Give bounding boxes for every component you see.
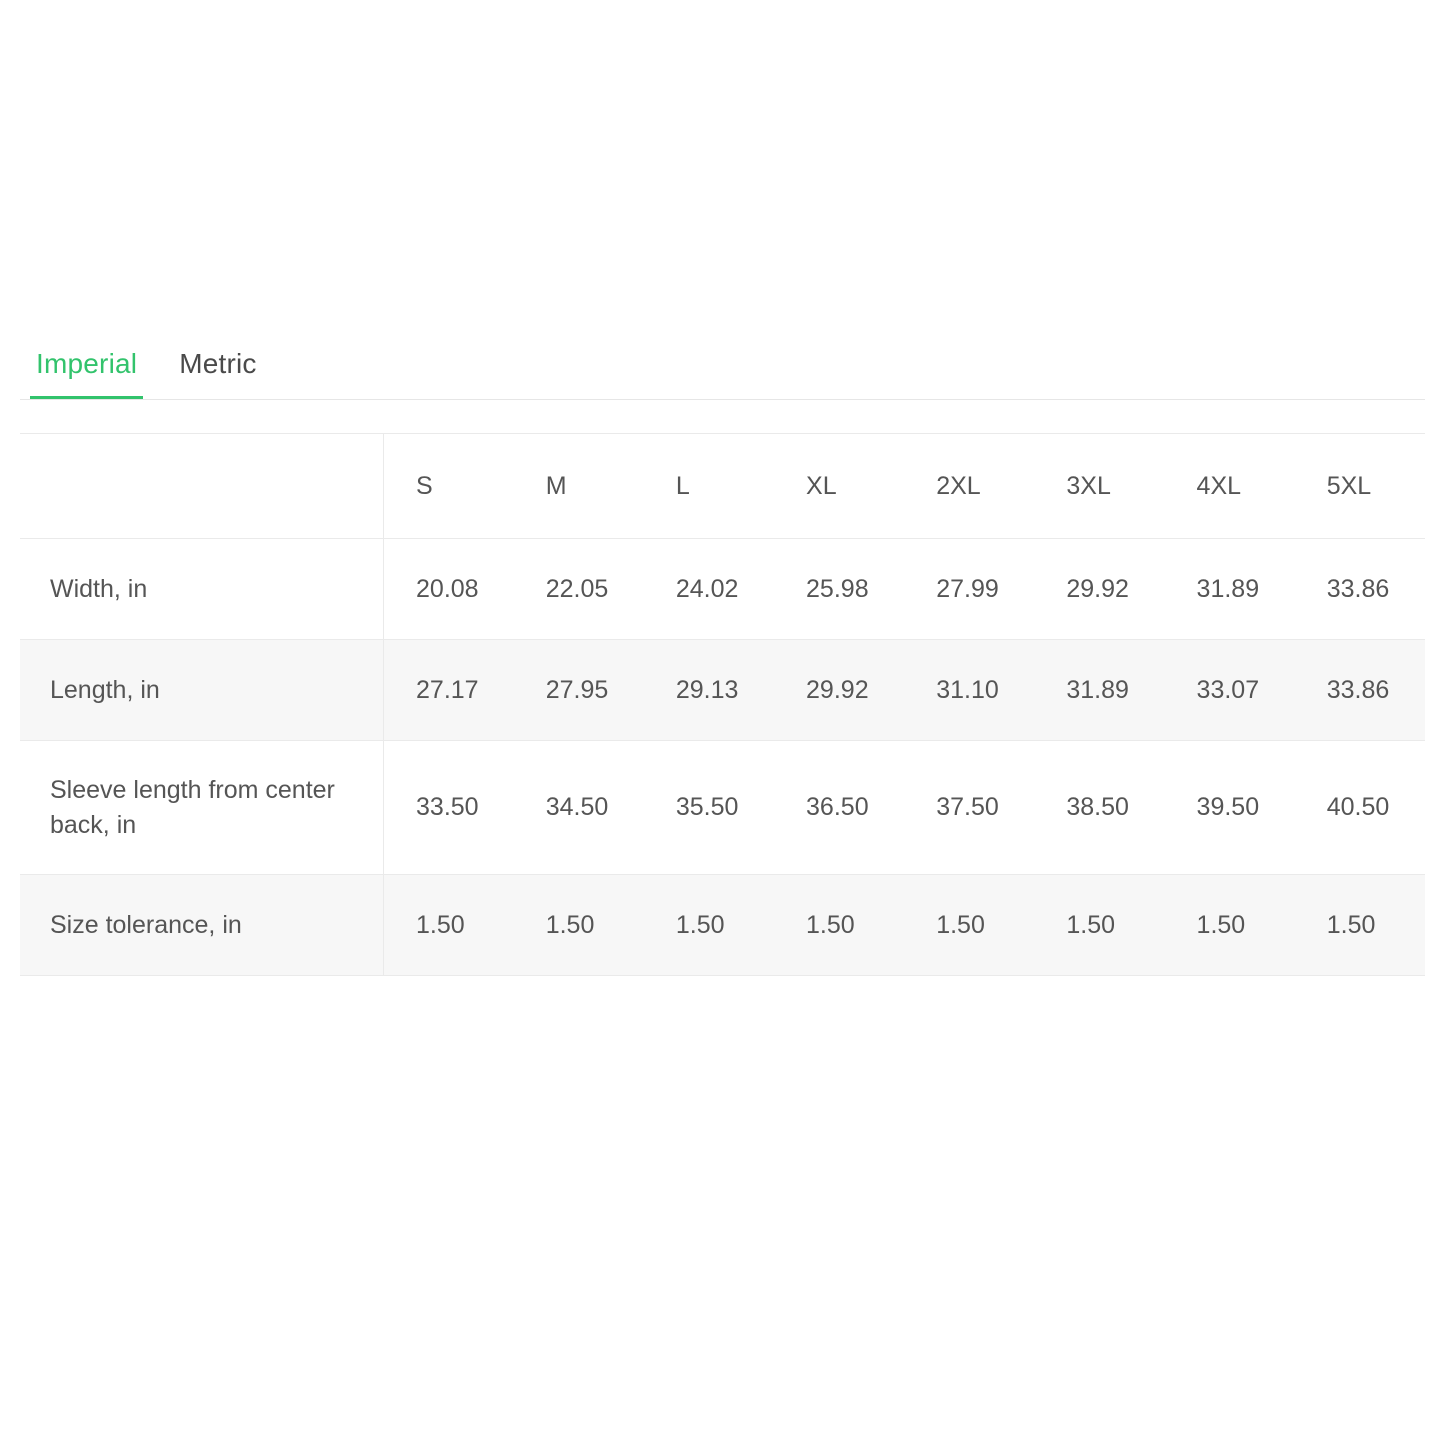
cell-width-m: 22.05 bbox=[514, 539, 644, 640]
size-guide-panel bbox=[20, 350, 1425, 976]
cell-length-m: 27.95 bbox=[514, 640, 644, 741]
column-header-xl: XL bbox=[774, 434, 904, 539]
cell-width-4xl: 31.89 bbox=[1165, 539, 1295, 640]
cell-width-xl: 25.98 bbox=[774, 539, 904, 640]
cell-width-3xl: 29.92 bbox=[1034, 539, 1164, 640]
unit-tabs bbox=[20, 350, 1425, 400]
header-row bbox=[20, 434, 1425, 539]
column-header-5xl: 5XL bbox=[1295, 434, 1425, 539]
cell-sleeve-m: 34.50 bbox=[514, 741, 644, 875]
cell-sleeve-xl: 36.50 bbox=[774, 741, 904, 875]
table-body bbox=[20, 539, 1425, 976]
cell-width-s: 20.08 bbox=[384, 539, 514, 640]
table-corner-cell bbox=[20, 434, 384, 539]
column-header-l: L bbox=[644, 434, 774, 539]
row-label-sleeve-length: Sleeve length from center back, in bbox=[20, 741, 384, 875]
cell-width-l: 24.02 bbox=[644, 539, 774, 640]
cell-length-5xl: 33.86 bbox=[1295, 640, 1425, 741]
cell-sleeve-s: 33.50 bbox=[384, 741, 514, 875]
table-row bbox=[20, 640, 1425, 741]
column-header-s: S bbox=[384, 434, 514, 539]
cell-length-4xl: 33.07 bbox=[1165, 640, 1295, 741]
cell-tolerance-m: 1.50 bbox=[514, 875, 644, 976]
cell-length-s: 27.17 bbox=[384, 640, 514, 741]
cell-length-3xl: 31.89 bbox=[1034, 640, 1164, 741]
cell-tolerance-4xl: 1.50 bbox=[1165, 875, 1295, 976]
cell-length-l: 29.13 bbox=[644, 640, 774, 741]
cell-length-2xl: 31.10 bbox=[904, 640, 1034, 741]
cell-tolerance-2xl: 1.50 bbox=[904, 875, 1034, 976]
cell-tolerance-xl: 1.50 bbox=[774, 875, 904, 976]
cell-length-xl: 29.92 bbox=[774, 640, 904, 741]
cell-tolerance-s: 1.50 bbox=[384, 875, 514, 976]
row-label-size-tolerance: Size tolerance, in bbox=[20, 875, 384, 976]
row-label-length: Length, in bbox=[20, 640, 384, 741]
tab-imperial[interactable]: Imperial bbox=[30, 350, 143, 399]
tab-metric[interactable]: Metric bbox=[173, 350, 262, 399]
cell-tolerance-l: 1.50 bbox=[644, 875, 774, 976]
cell-sleeve-l: 35.50 bbox=[644, 741, 774, 875]
table-row bbox=[20, 539, 1425, 640]
cell-sleeve-2xl: 37.50 bbox=[904, 741, 1034, 875]
cell-width-5xl: 33.86 bbox=[1295, 539, 1425, 640]
table-head bbox=[20, 434, 1425, 539]
column-header-4xl: 4XL bbox=[1165, 434, 1295, 539]
cell-sleeve-5xl: 40.50 bbox=[1295, 741, 1425, 875]
table-row bbox=[20, 875, 1425, 976]
cell-sleeve-4xl: 39.50 bbox=[1165, 741, 1295, 875]
cell-tolerance-5xl: 1.50 bbox=[1295, 875, 1425, 976]
table-row bbox=[20, 741, 1425, 875]
column-header-2xl: 2XL bbox=[904, 434, 1034, 539]
cell-tolerance-3xl: 1.50 bbox=[1034, 875, 1164, 976]
size-chart-table bbox=[20, 433, 1425, 976]
cell-width-2xl: 27.99 bbox=[904, 539, 1034, 640]
row-label-width: Width, in bbox=[20, 539, 384, 640]
column-header-3xl: 3XL bbox=[1034, 434, 1164, 539]
cell-sleeve-3xl: 38.50 bbox=[1034, 741, 1164, 875]
column-header-m: M bbox=[514, 434, 644, 539]
